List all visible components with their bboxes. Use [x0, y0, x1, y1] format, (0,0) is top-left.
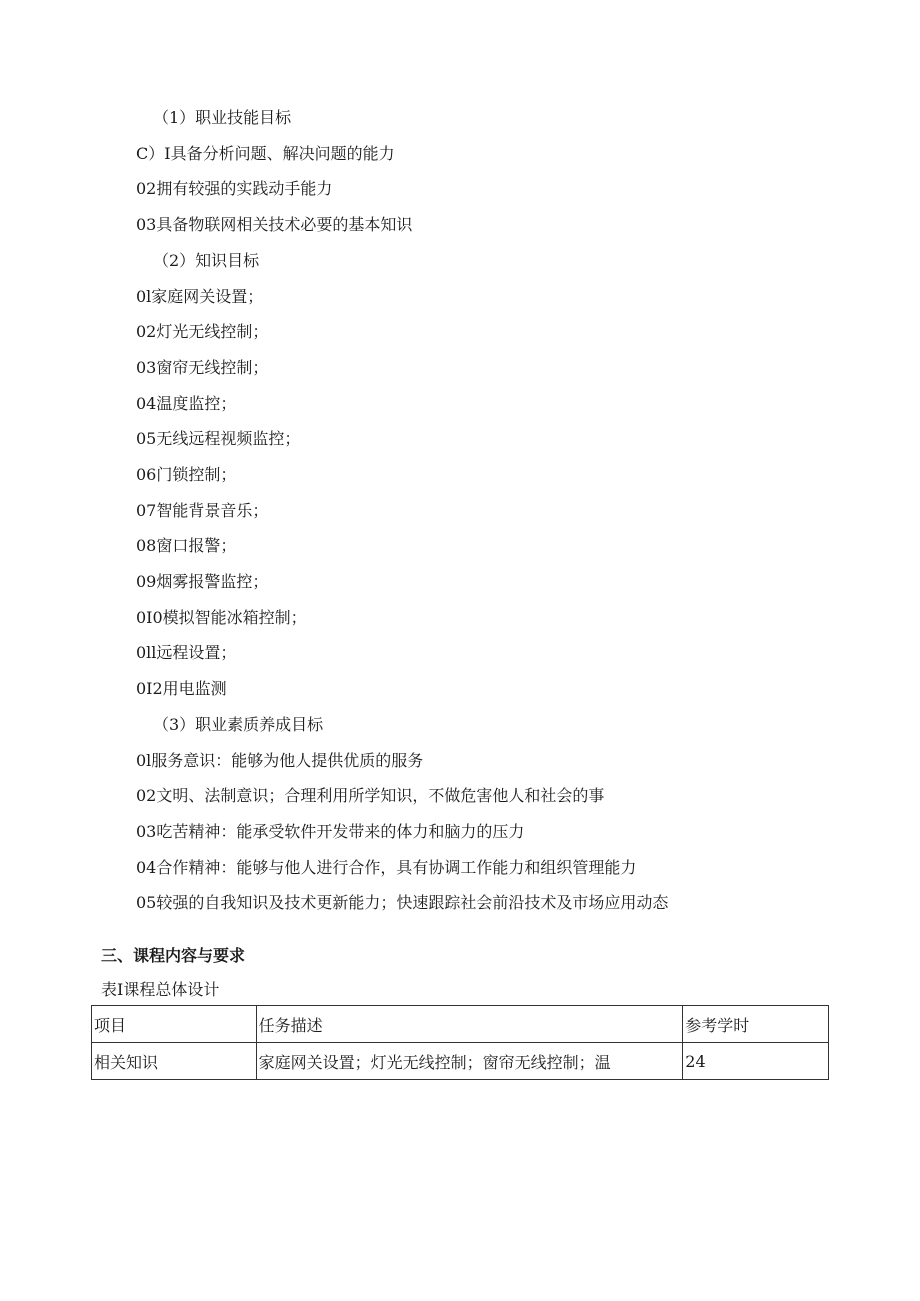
header-reference-hours: 参考学时	[683, 1006, 829, 1043]
list-item: 05较强的自我知识及技术更新能力；快速跟踪社会前沿技术及市场应用动态	[136, 893, 669, 912]
course-design-table	[91, 1005, 829, 1080]
list-item: 02拥有较强的实践动手能力	[136, 179, 333, 198]
table-row	[92, 1043, 829, 1080]
list-item: 09烟雾报警监控；	[136, 572, 269, 591]
list-item: 02文明、法制意识；合理利用所学知识，不做危害他人和社会的事	[136, 786, 605, 805]
section-title-vocational-skill: （1）职业技能目标	[153, 108, 292, 127]
list-item: 06门锁控制；	[136, 465, 237, 484]
list-item: 04合作精神：能够与他人进行合作，具有协调工作能力和组织管理能力	[136, 858, 637, 877]
chapter-heading: 三、课程内容与要求	[101, 946, 246, 965]
list-item: 0l服务意识：能够为他人提供优质的服务	[136, 751, 424, 770]
section-title-professional-quality: （3）职业素质养成目标	[153, 715, 324, 734]
header-project: 项目	[92, 1006, 257, 1043]
list-item: 0I2用电监测	[136, 679, 227, 698]
list-item: 03具备物联网相关技术必要的基本知识	[136, 215, 413, 234]
list-item: 0l家庭网关设置；	[136, 287, 264, 306]
table-header-row	[92, 1006, 829, 1043]
list-item: 0ll远程设置；	[136, 643, 237, 662]
list-item: 08窗口报警；	[136, 536, 237, 555]
cell-task-description: 家庭网关设置；灯光无线控制；窗帘无线控制；温	[256, 1043, 683, 1080]
list-item: 03窗帘无线控制；	[136, 358, 269, 377]
cell-project: 相关知识	[92, 1043, 257, 1080]
section-title-knowledge: （2）知识目标	[153, 251, 260, 270]
list-item: 07智能背景音乐；	[136, 501, 269, 520]
list-item: 02灯光无线控制；	[136, 322, 269, 341]
table-caption: 表I课程总体设计	[101, 980, 220, 999]
list-item: 05无线远程视频监控；	[136, 429, 301, 448]
list-item: 03吃苦精神：能承受软件开发带来的体力和脑力的压力	[136, 822, 525, 841]
list-item: 04温度监控；	[136, 394, 237, 413]
list-item: 0I0模拟智能冰箱控制；	[136, 608, 307, 627]
header-task-description: 任务描述	[256, 1006, 683, 1043]
list-item: C）I具备分析问题、解决问题的能力	[136, 144, 395, 163]
cell-reference-hours: 24	[683, 1043, 829, 1080]
